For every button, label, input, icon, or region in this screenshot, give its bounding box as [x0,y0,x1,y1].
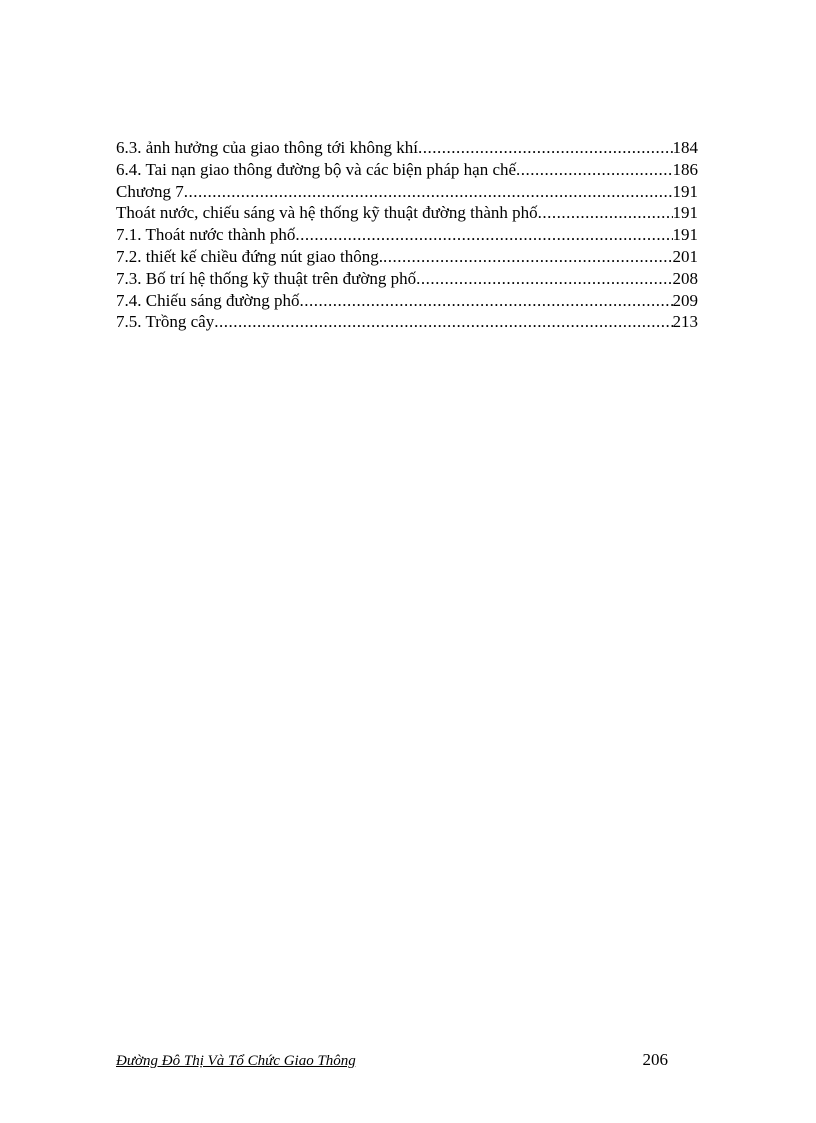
toc-entry-title: 7.3. Bố trí hệ thống kỹ thuật trên đường phố [116,268,417,288]
toc-entry[interactable] [116,246,698,268]
toc-entry-title: 6.4. Tai nạn giao thông đường bộ và các biện pháp hạn chế [116,159,517,179]
toc-entry-page: 184 [672,138,698,157]
toc-entry-page: 208 [672,268,698,288]
toc-entry-title: 7.5. Trồng cây [116,312,215,332]
toc-leader-dots [538,202,673,224]
toc-entry[interactable] [116,159,698,181]
toc-entry-page: 213 [672,312,698,332]
toc-leader-dots [418,137,673,159]
footer-page-number: 206 [642,1050,668,1069]
toc-entry-page: 201 [672,246,698,266]
toc-entry-page: 191 [672,203,698,223]
toc-entry-title: Thoát nước, chiếu sáng và hệ thống kỹ thuật đường thành phố [116,203,538,223]
table-of-contents [116,137,698,333]
toc-entry-page: 191 [672,225,698,245]
toc-entry-title: 6.3. ảnh hưởng của giao thông tới không khí [116,138,418,157]
toc-entry[interactable] [116,224,698,246]
toc-entry-page: 186 [672,159,698,179]
page-footer [116,1050,668,1070]
toc-entry[interactable] [116,311,698,333]
toc-entry-page: 191 [672,181,698,201]
toc-leader-dots [299,290,672,312]
toc-leader-dots [416,268,672,290]
toc-leader-dots [184,181,673,203]
toc-entry[interactable] [116,137,698,159]
toc-entry-title: 7.2. thiết kế chiều đứng nút giao thông. [116,246,384,266]
toc-entry[interactable] [116,268,698,290]
toc-entry-title: Chương 7 [116,181,184,201]
toc-leader-dots [214,311,672,333]
footer-book-title: Đường Đô Thị Và Tổ Chức Giao Thông [116,1053,356,1069]
toc-entry[interactable] [116,202,698,224]
toc-entry[interactable] [116,290,698,312]
toc-entry-title: 7.1. Thoát nước thành phố [116,225,296,245]
toc-leader-dots [516,159,672,181]
toc-leader-dots [383,246,672,268]
toc-leader-dots [295,224,672,246]
toc-entry[interactable] [116,181,698,203]
toc-entry-title: 7.4. Chiếu sáng đường phố [116,290,300,310]
toc-entry-page: 209 [672,290,698,310]
